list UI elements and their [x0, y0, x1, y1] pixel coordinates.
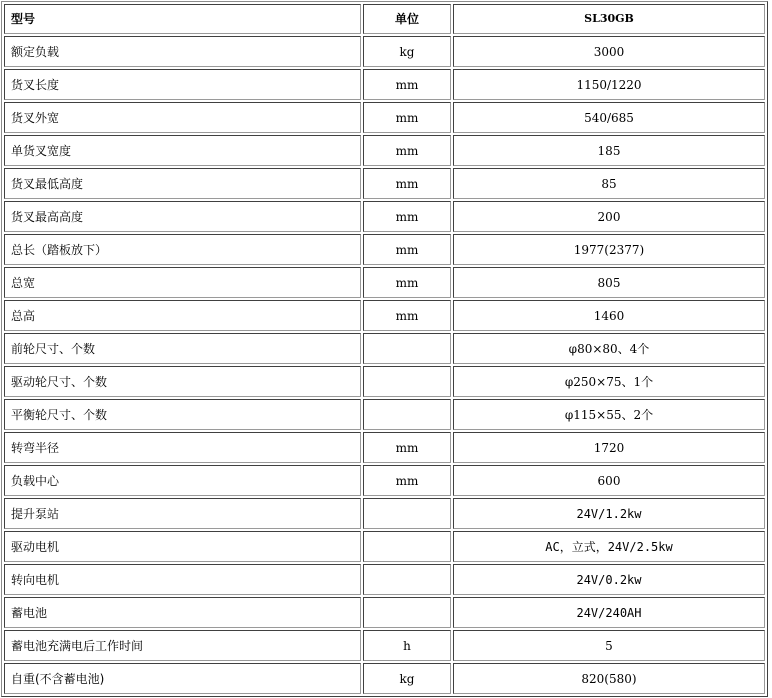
row-name: 前轮尺寸、个数: [4, 333, 361, 364]
row-value: 5: [453, 630, 765, 661]
row-unit: mm: [363, 201, 451, 232]
model-label: 型号: [4, 4, 361, 34]
table-row: [4, 366, 765, 397]
row-unit: [363, 498, 451, 529]
row-value: φ80×80、4个: [453, 333, 765, 364]
row-name: 转弯半径: [4, 432, 361, 463]
row-name: 驱动轮尺寸、个数: [4, 366, 361, 397]
row-name: 提升泵站: [4, 498, 361, 529]
table-row: [4, 102, 765, 133]
spec-table: [1, 1, 768, 697]
row-name: 总长（踏板放下）: [4, 234, 361, 265]
row-unit: mm: [363, 300, 451, 331]
row-name: 总高: [4, 300, 361, 331]
row-value: 200: [453, 201, 765, 232]
row-name: 负载中心: [4, 465, 361, 496]
row-value: 3000: [453, 36, 765, 67]
row-value: 805: [453, 267, 765, 298]
row-value: 820(580): [453, 663, 765, 694]
row-unit: [363, 564, 451, 595]
model-value: SL30GB: [453, 4, 765, 34]
row-name: 单货叉宽度: [4, 135, 361, 166]
row-value: AC，立式，24V/2.5kw: [453, 531, 765, 562]
row-value: φ250×75、1个: [453, 366, 765, 397]
row-value: 1977(2377): [453, 234, 765, 265]
row-value: φ115×55、2个: [453, 399, 765, 430]
row-unit: mm: [363, 234, 451, 265]
row-value: 1460: [453, 300, 765, 331]
row-name: 额定负载: [4, 36, 361, 67]
table-row: [4, 234, 765, 265]
row-unit: kg: [363, 663, 451, 694]
row-unit: [363, 399, 451, 430]
row-name: 平衡轮尺寸、个数: [4, 399, 361, 430]
table-row: [4, 531, 765, 562]
table-row: [4, 333, 765, 364]
row-value: 540/685: [453, 102, 765, 133]
row-unit: [363, 333, 451, 364]
row-value: 24V/240AH: [453, 597, 765, 628]
row-value: 24V/0.2kw: [453, 564, 765, 595]
row-unit: mm: [363, 69, 451, 100]
row-name: 货叉外宽: [4, 102, 361, 133]
row-name: 转向电机: [4, 564, 361, 595]
row-value: 185: [453, 135, 765, 166]
table-row: [4, 663, 765, 694]
row-unit: mm: [363, 102, 451, 133]
row-name: 货叉长度: [4, 69, 361, 100]
table-row: [4, 564, 765, 595]
row-name: 蓄电池充满电后工作时间: [4, 630, 361, 661]
row-name: 自重(不含蓄电池): [4, 663, 361, 694]
table-row: [4, 432, 765, 463]
table-row: [4, 300, 765, 331]
row-name: 蓄电池: [4, 597, 361, 628]
row-unit: mm: [363, 465, 451, 496]
row-unit: [363, 531, 451, 562]
table-row: [4, 597, 765, 628]
row-value: 1150/1220: [453, 69, 765, 100]
row-unit: h: [363, 630, 451, 661]
table-row: [4, 135, 765, 166]
table-row: [4, 201, 765, 232]
table-row: [4, 69, 765, 100]
row-name: 货叉最高高度: [4, 201, 361, 232]
table-row: [4, 630, 765, 661]
table-row: [4, 168, 765, 199]
row-unit: mm: [363, 267, 451, 298]
row-value: 600: [453, 465, 765, 496]
row-unit: [363, 366, 451, 397]
table-row: [4, 267, 765, 298]
row-unit: mm: [363, 432, 451, 463]
row-unit: mm: [363, 135, 451, 166]
spec-table-body: [4, 4, 765, 694]
row-unit: kg: [363, 36, 451, 67]
row-unit: mm: [363, 168, 451, 199]
row-unit: [363, 597, 451, 628]
row-value: 1720: [453, 432, 765, 463]
row-value: 85: [453, 168, 765, 199]
unit-label: 单位: [363, 4, 451, 34]
row-name: 驱动电机: [4, 531, 361, 562]
row-name: 货叉最低高度: [4, 168, 361, 199]
row-name: 总宽: [4, 267, 361, 298]
row-value: 24V/1.2kw: [453, 498, 765, 529]
table-row: [4, 465, 765, 496]
table-row: [4, 399, 765, 430]
table-row: [4, 498, 765, 529]
table-header-row: [4, 4, 765, 34]
table-row: [4, 36, 765, 67]
